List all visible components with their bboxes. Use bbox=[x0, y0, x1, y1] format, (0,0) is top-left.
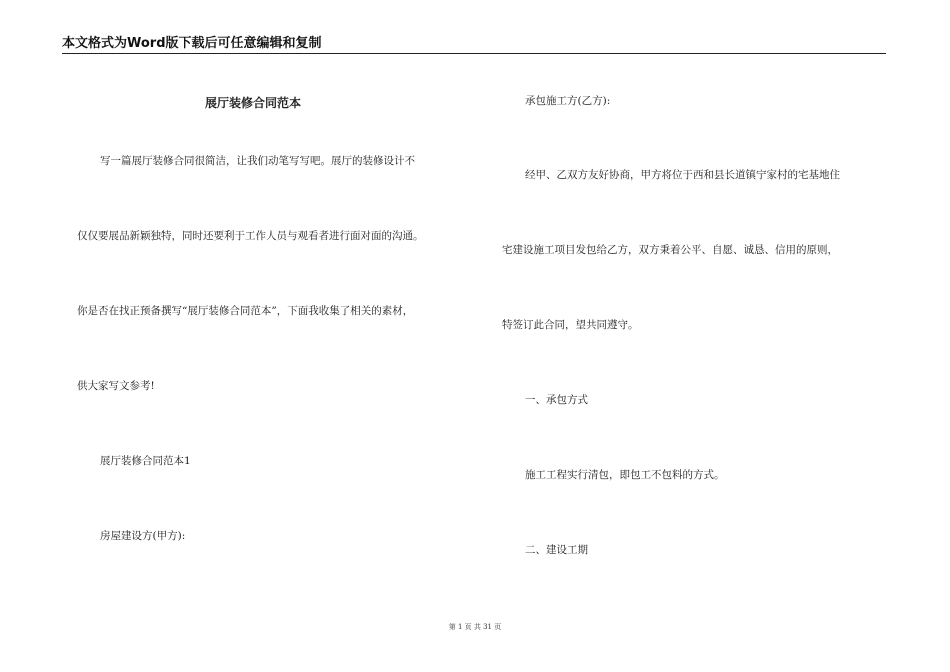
right-section-heading-1: 一、承包方式 bbox=[525, 394, 588, 406]
left-section-heading: 展厅装修合同范本1 bbox=[100, 455, 191, 467]
left-paragraph-line-2: 仅仅要展品新颖独特，同时还要利于工作人员与观看者进行面对面的沟通。 bbox=[77, 230, 424, 242]
page-header: 本文格式为Word版下载后可任意编辑和复制 bbox=[62, 35, 886, 54]
right-section-heading-2: 二、建设工期 bbox=[525, 544, 588, 556]
left-paragraph-line-1: 写一篇展厅装修合同很简洁，让我们动笔写写吧。展厅的装修设计不 bbox=[100, 155, 415, 167]
right-paragraph-line-1: 经甲、乙双方友好协商，甲方将位于西和县长道镇宁家村的宅基地住 bbox=[525, 169, 840, 181]
left-paragraph-line-4: 供大家写文参考! bbox=[77, 380, 155, 392]
document-title: 展厅装修合同范本 bbox=[205, 96, 302, 110]
left-paragraph-line-3: 你是否在找正预备撰写“展厅装修合同范本”，下面我收集了相关的素材， bbox=[77, 305, 414, 317]
left-party-a-line: 房屋建设方(甲方): bbox=[100, 530, 186, 542]
right-party-b-line: 承包施工方(乙方): bbox=[525, 95, 611, 107]
page-footer: 第 1 页 共 31 页 bbox=[448, 623, 502, 631]
right-paragraph-line-3: 特签订此合同，望共同遵守。 bbox=[502, 319, 639, 331]
right-paragraph-line-2: 宅建设施工项目发包给乙方，双方秉着公平、自愿、诚恳、信用的原则， bbox=[502, 244, 838, 256]
right-paragraph-line-4: 施工工程实行清包，即包工不包料的方式。 bbox=[525, 469, 725, 481]
